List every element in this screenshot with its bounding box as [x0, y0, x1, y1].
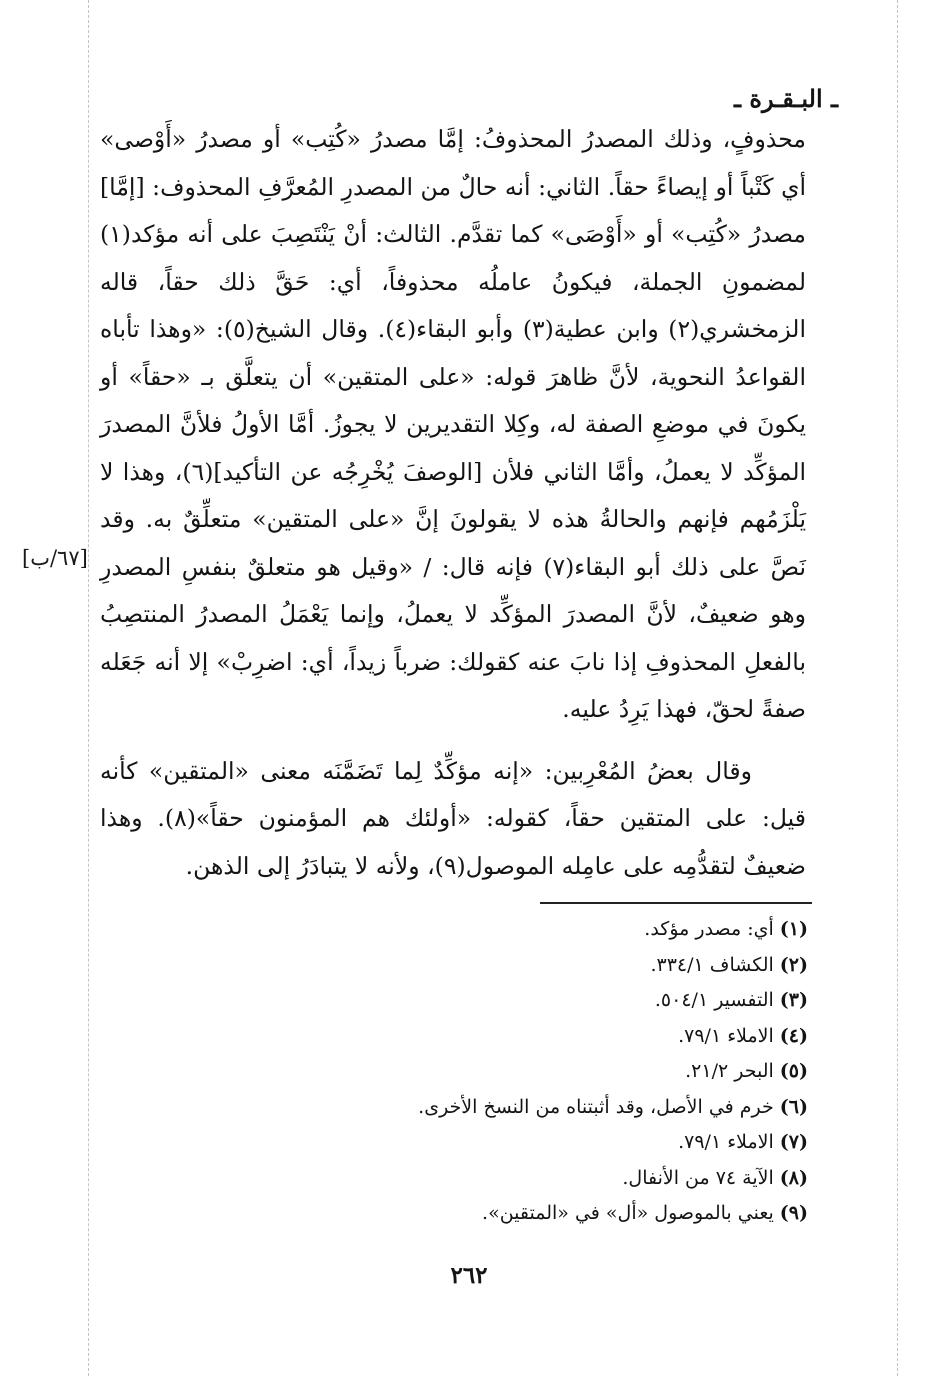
footnote-text: أي: مصدر مؤكد.	[644, 918, 774, 940]
footnote-text: الكشاف ٣٣٤/١.	[650, 953, 774, 976]
footnote-text: الاملاء ٧٩/١.	[678, 1131, 774, 1153]
footnote-item	[248, 1125, 808, 1161]
scan-guide-left	[88, 0, 89, 1376]
footnote-number: (٤)	[779, 1024, 808, 1047]
scan-guide-right	[897, 0, 898, 1376]
footnote-divider	[540, 902, 812, 904]
footnote-item	[248, 1090, 808, 1126]
footnote-number: (٦)	[779, 1095, 808, 1118]
paragraph-1: محذوفٍ، وذلك المصدرُ المحذوفُ: إمَّا مصدرُ «كُتِب» أو مصدرُ «أَوْصى» أي كَتْباً أو إيصاءً حقاً. الثاني: أنه حالٌ من المصدرِ المُعرَّفِ المحذوف: [إمَّا] مصدرُ «كُتِب» أو «أَوْصَى» كما تقدَّم. الثالث: أنْ يَنْتَصِبَ على أنه مؤكد(١) لمضمونِ الجملة، فيكونُ عاملُه محذوفاً، أي: حَقَّ ذلك حقاً، قاله الزمخشري(٢) وابن عطية(٣) وأبو البقاء(٤). وقال الشيخ(٥): «وهذا تأباه القواعدُ النحوية، لأنَّ ظاهرَ قوله: «على المتقين» أن يتعلَّق بـ «حقاً» أو يكونَ في موضعِ الصفة له، وكِلا التقديرين لا يجوزُ. أمَّا الأولُ فلأنَّ المصدرَ المؤكِّد لا يعملُ، وأمَّا الثاني فلأن [الوصفَ يُخْرِجُه عن التأكيد](٦)، وهذا لا يَلْزَمُهم فإنهم والحالةُ هذه لا يقولونَ إنَّ «على المتقين» متعلِّقٌ به. وقد نَصَّ على ذلك أبو البقاء(٧) فإنه قال: / «وقيل هو متعلقٌ بنفسِ المصدرِ وهو ضعيفٌ، لأنَّ المصدرَ المؤكِّد لا يعملُ، وإنما يَعْمَلُ المصدرُ المنتصِبُ بالفعلِ المحذوفِ إذا نابَ عنه كقولك: ضرباً زيداً، أي: اضرِبْ» إلا أنه جَعَله صفةً لحقّ، فهذا يَرِدُ عليه.	[100, 125, 807, 723]
footnote-number: (١)	[779, 918, 808, 940]
footnote-number: (٨)	[779, 1166, 808, 1189]
footnote-number: (٣)	[779, 989, 808, 1011]
footnote-item	[248, 1054, 808, 1090]
footnote-number: (٩)	[779, 1202, 808, 1224]
footnote-item	[248, 1161, 808, 1197]
main-text	[100, 116, 806, 890]
manuscript-folio-note: [٦٧/ب]	[22, 546, 88, 570]
footnote-number: (٥)	[779, 1060, 808, 1082]
footnote-number: (٢)	[779, 953, 808, 976]
footnotes-list	[248, 912, 808, 1232]
footnote-text: خرم في الأصل، وقد أثبتناه من النسخ الأخرى.	[418, 1095, 774, 1118]
running-header: ـ البـقـرة ـ	[733, 84, 838, 113]
footnote-text: الآية ٧٤ من الأنفال.	[622, 1166, 774, 1189]
footnote-item	[248, 983, 808, 1019]
footnote-text: يعني بالموصول «أل» في «المتقين».	[482, 1202, 774, 1224]
page-number: ٢٦٢	[450, 1262, 488, 1289]
footnote-text: الاملاء ٧٩/١.	[678, 1024, 774, 1047]
footnote-text: التفسير ٥٠٤/١.	[654, 989, 774, 1011]
paragraph-2: وقال بعضُ المُعْرِبين: «إنه مؤكِّدٌ لِما تَضَمَّنَه معنى «المتقين» كأنه قيل: على المتقين حقاً، كقوله: «أولئك هم المؤمنون حقاً»(٨). وهذا ضعيفٌ لتقدُّمِه على عامِله الموصول(٩)، ولأنه لا يتبادَرُ إلى الذهن.	[100, 756, 806, 880]
footnote-item	[248, 1019, 808, 1055]
footnote-item	[248, 1196, 808, 1232]
footnote-text: البحر ٢١/٢.	[685, 1060, 774, 1082]
footnote-item	[248, 912, 808, 948]
footnote-number: (٧)	[779, 1131, 808, 1153]
footnote-item	[248, 948, 808, 984]
